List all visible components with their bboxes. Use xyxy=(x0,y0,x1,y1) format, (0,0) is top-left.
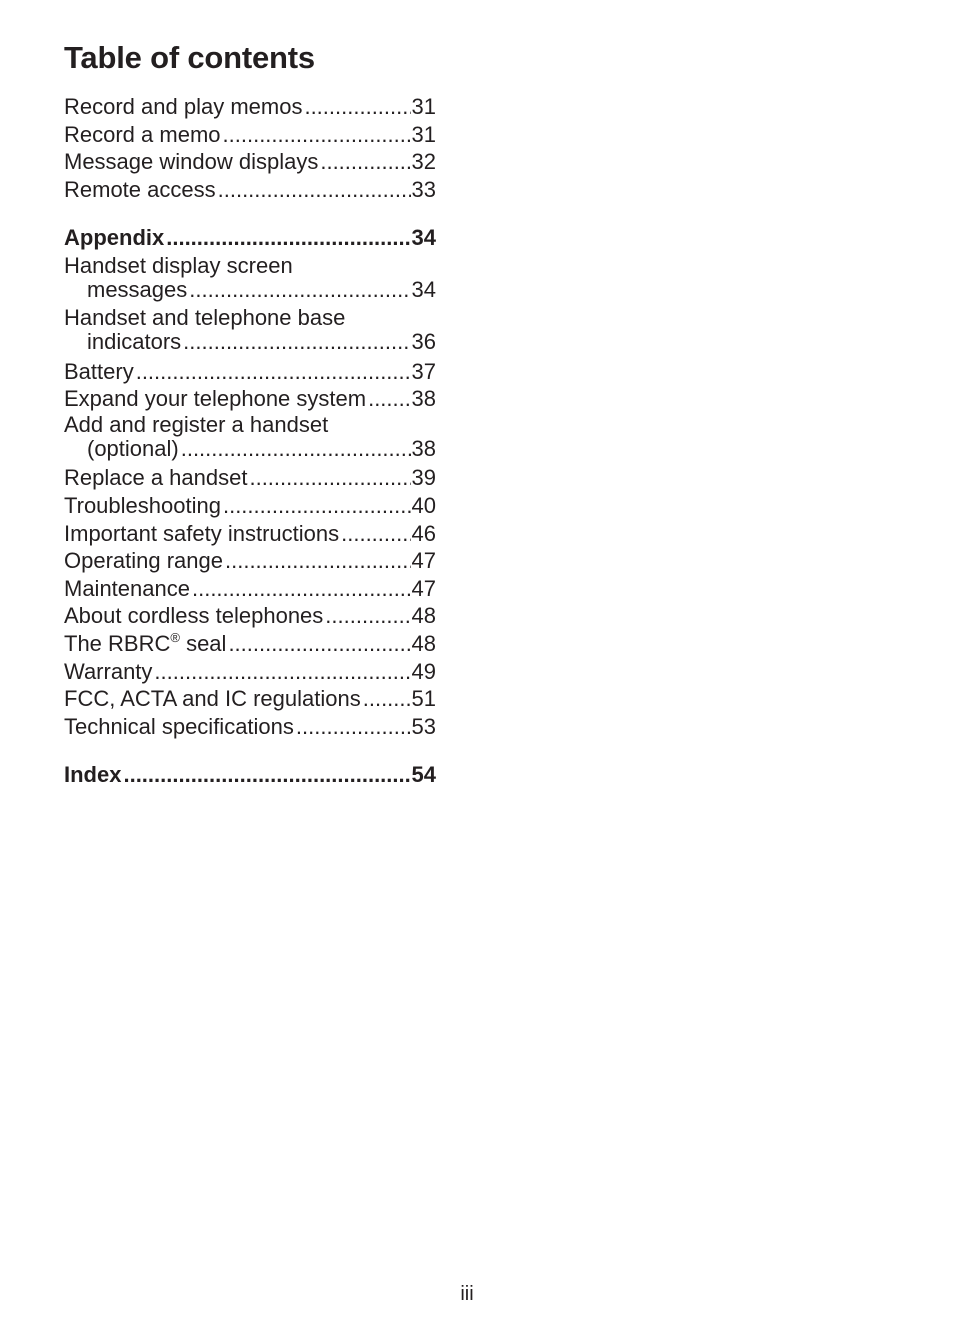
toc-entry-page: 39 xyxy=(411,465,436,491)
toc-entry-page: 53 xyxy=(411,713,436,739)
toc-entry-label: Record a memo xyxy=(64,121,221,147)
toc-entry-label: Record and play memos xyxy=(64,94,303,119)
dot-leader xyxy=(223,492,411,520)
toc-entry-page: 46 xyxy=(411,520,436,546)
toc-entry-remote-access[interactable] xyxy=(64,176,436,204)
toc-entry-index[interactable] xyxy=(64,759,436,791)
toc-entry-fcc-acta-ic-regulations[interactable] xyxy=(64,685,436,713)
dot-leader xyxy=(363,685,411,713)
toc-entry-replace-a-handset[interactable] xyxy=(64,464,436,492)
toc-entry-label-suffix: seal xyxy=(179,630,227,656)
dot-leader xyxy=(304,93,410,121)
dot-leader xyxy=(228,630,410,658)
toc-entry-label: messages xyxy=(87,277,188,303)
dot-leader xyxy=(183,330,410,354)
dot-leader xyxy=(166,222,410,254)
toc-section-heading-index xyxy=(64,759,436,791)
toc-heading-label: Appendix xyxy=(64,225,165,251)
toc-entry-label: (optional) xyxy=(87,435,179,461)
toc-entry-page: 47 xyxy=(411,548,436,574)
toc-entry-page: 32 xyxy=(411,149,436,175)
toc-entry-battery[interactable] xyxy=(64,358,436,386)
toc-entry-about-cordless-telephones[interactable] xyxy=(64,602,436,630)
toc-group-index xyxy=(64,759,436,791)
dot-leader xyxy=(181,437,411,461)
toc-entry-message-window-displays[interactable] xyxy=(64,148,436,176)
toc-entry-continuation xyxy=(64,330,436,358)
toc-entry-continuation xyxy=(64,278,436,306)
toc-entry-record-and-play-memos[interactable] xyxy=(64,93,436,121)
toc-entry-operating-range[interactable] xyxy=(64,547,436,575)
dot-leader xyxy=(218,176,411,204)
toc-entry-page: 51 xyxy=(411,686,436,712)
toc-entry-the-rbrc-seal[interactable] xyxy=(64,630,436,658)
toc-entry-label: Troubleshooting xyxy=(64,492,221,518)
page-title: Table of contents xyxy=(64,40,315,75)
dot-leader xyxy=(249,464,410,492)
toc-entry-record-a-memo[interactable] xyxy=(64,121,436,149)
toc-group-memos xyxy=(64,93,436,203)
toc-entry-add-and-register-a-handset[interactable] xyxy=(64,413,436,465)
toc-entry-page: 31 xyxy=(411,121,436,147)
dot-leader xyxy=(296,713,411,741)
toc-entry-label: Maintenance xyxy=(64,575,190,601)
dot-leader xyxy=(320,148,410,176)
toc-entry-label: Battery xyxy=(64,358,134,384)
toc-entry-continuation xyxy=(64,437,436,465)
toc-entry-maintenance[interactable] xyxy=(64,575,436,603)
registered-mark: ® xyxy=(170,629,180,645)
toc-entry-label: indicators xyxy=(87,328,182,354)
toc-entry-label: About cordless telephones xyxy=(64,603,324,629)
toc-entry-technical-specifications[interactable] xyxy=(64,713,436,741)
toc-entry-label: Expand your telephone system xyxy=(64,386,367,412)
dot-leader xyxy=(225,547,411,575)
toc-entry-label-line1: Add and register a handset xyxy=(64,411,329,437)
dot-leader xyxy=(123,759,410,791)
toc-heading-page: 54 xyxy=(411,762,436,788)
toc-entry-page: 47 xyxy=(411,575,436,601)
toc-entry-label: Operating range xyxy=(64,548,223,574)
toc-entry-handset-display-screen-messages[interactable] xyxy=(64,254,436,306)
toc-entry-appendix[interactable] xyxy=(64,222,436,254)
dot-leader xyxy=(325,602,410,630)
toc-entry-label: Remote access xyxy=(64,176,216,202)
toc-entry-troubleshooting[interactable] xyxy=(64,492,436,520)
toc-entry-page: 38 xyxy=(411,435,436,461)
toc-entry-label-group xyxy=(64,630,226,658)
toc-entry-page: 36 xyxy=(411,328,436,354)
toc-entry-expand-your-telephone-system[interactable] xyxy=(64,385,436,413)
toc-entry-label: Important safety instructions xyxy=(64,520,340,546)
toc-entry-page: 40 xyxy=(411,492,436,518)
toc-group-appendix xyxy=(64,222,436,740)
toc-entry-page: 48 xyxy=(411,630,436,656)
toc-entry-handset-and-telephone-base-indicators[interactable] xyxy=(64,306,436,358)
toc-entry-page: 34 xyxy=(411,277,436,303)
toc-heading-page: 34 xyxy=(411,225,436,251)
toc-heading-label: Index xyxy=(64,762,122,788)
toc-entry-important-safety-instructions[interactable] xyxy=(64,520,436,548)
toc-entry-page: 38 xyxy=(411,386,436,412)
dot-leader xyxy=(223,121,411,149)
toc-entry-page: 49 xyxy=(411,658,436,684)
toc-entry-label: Replace a handset xyxy=(64,465,248,491)
toc-entry-label-line1: Handset and telephone base xyxy=(64,304,346,330)
dot-leader xyxy=(368,385,410,413)
page-number: iii xyxy=(460,1283,474,1305)
dot-leader xyxy=(154,658,410,686)
toc-entry-warranty[interactable] xyxy=(64,658,436,686)
toc-entry-page: 37 xyxy=(411,358,436,384)
toc-entry-label: Technical specifications xyxy=(64,713,294,739)
toc-entry-label: Warranty xyxy=(64,658,153,684)
toc-section-heading-appendix xyxy=(64,222,436,254)
dot-leader xyxy=(189,278,410,302)
dot-leader xyxy=(136,358,411,386)
toc-entry-label: Message window displays xyxy=(64,149,319,175)
toc-entry-page: 31 xyxy=(411,94,436,119)
dot-leader xyxy=(341,520,410,548)
toc-entry-label: The RBRC xyxy=(64,630,171,656)
toc-entry-page: 33 xyxy=(411,176,436,202)
toc-entry-label: FCC, ACTA and IC regulations xyxy=(64,686,361,712)
table-of-contents xyxy=(64,93,436,791)
toc-entry-label-line1: Handset display screen xyxy=(64,253,293,279)
dot-leader xyxy=(192,575,411,603)
toc-entry-page: 48 xyxy=(411,603,436,629)
